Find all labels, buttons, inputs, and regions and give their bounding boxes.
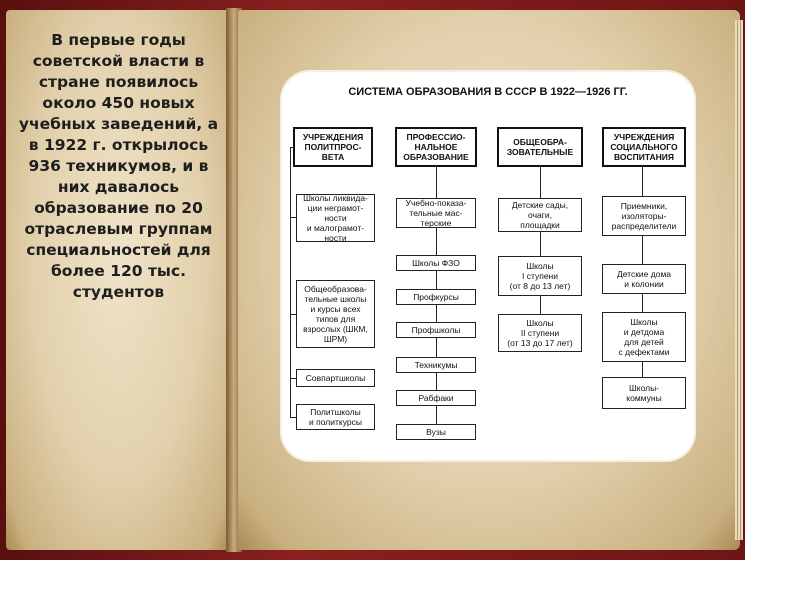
diagram-panel <box>282 72 694 460</box>
connector-line <box>290 147 291 417</box>
connector-line <box>290 147 294 148</box>
box-kindergartens: Детские сады, очаги, площадки <box>498 198 582 232</box>
connector-line <box>540 167 541 332</box>
box-schools-level2: Школы II ступени (от 13 до 17 лет) <box>498 314 582 352</box>
diagram-title: СИСТЕМА ОБРАЗОВАНИЯ В СССР В 1922—1926 ГГ. <box>348 86 628 98</box>
box-profschools: Профшколы <box>396 322 476 338</box>
box-rabfaks: Рабфаки <box>396 390 476 406</box>
page-edges <box>735 20 743 540</box>
box-receivers: Приемники, изоляторы- распределители <box>602 196 686 236</box>
box-political-schools: Политшколы и политкурсы <box>296 404 375 430</box>
box-special-schools: Школы и детдома для детей с дефектами <box>602 312 686 362</box>
box-adult-schools: Общеобразова- тельные школы и курсы всех типов для взрослых (ШКМ, ШРМ) <box>296 280 375 348</box>
box-demo-workshops: Учебно-показа- тельные мас- терские <box>396 198 476 228</box>
column-header-politprosvet: УЧРЕЖДЕНИЯ ПОЛИТПРОС- ВЕТА <box>293 127 373 167</box>
intro-text: В первые годы советской власти в стране появилось около 450 новых учебных заведений, а в 1922 г. открылось 936 техникумов, и в них давалось образование по 20 отраслевым группам специальностей для более 120 тыс. студентов <box>18 31 219 301</box>
box-orphanages: Детские дома и колонии <box>602 264 686 294</box>
column-header-professional: ПРОФЕССИО- НАЛЬНОЕ ОБРАЗОВАНИЕ <box>395 127 477 167</box>
box-fzo-schools: Школы ФЗО <box>396 255 476 271</box>
box-universities: Вузы <box>396 424 476 440</box>
box-schools-level1: Школы I ступени (от 8 до 13 лет) <box>498 256 582 296</box>
box-technical-schools: Техникумы <box>396 357 476 373</box>
column-header-general: ОБЩЕОБРА- ЗОВАТЕЛЬНЫЕ <box>497 127 583 167</box>
box-sovpartschools: Совпартшколы <box>296 369 375 387</box>
box-profcourses: Профкурсы <box>396 289 476 305</box>
column-header-social: УЧРЕЖДЕНИЯ СОЦИАЛЬНОГО ВОСПИТАНИЯ <box>602 127 686 167</box>
box-school-communes: Школы- коммуны <box>602 377 686 409</box>
box-literacy-schools: Школы ликвида- ции неграмот- ности и малограмот- ности <box>296 194 375 242</box>
